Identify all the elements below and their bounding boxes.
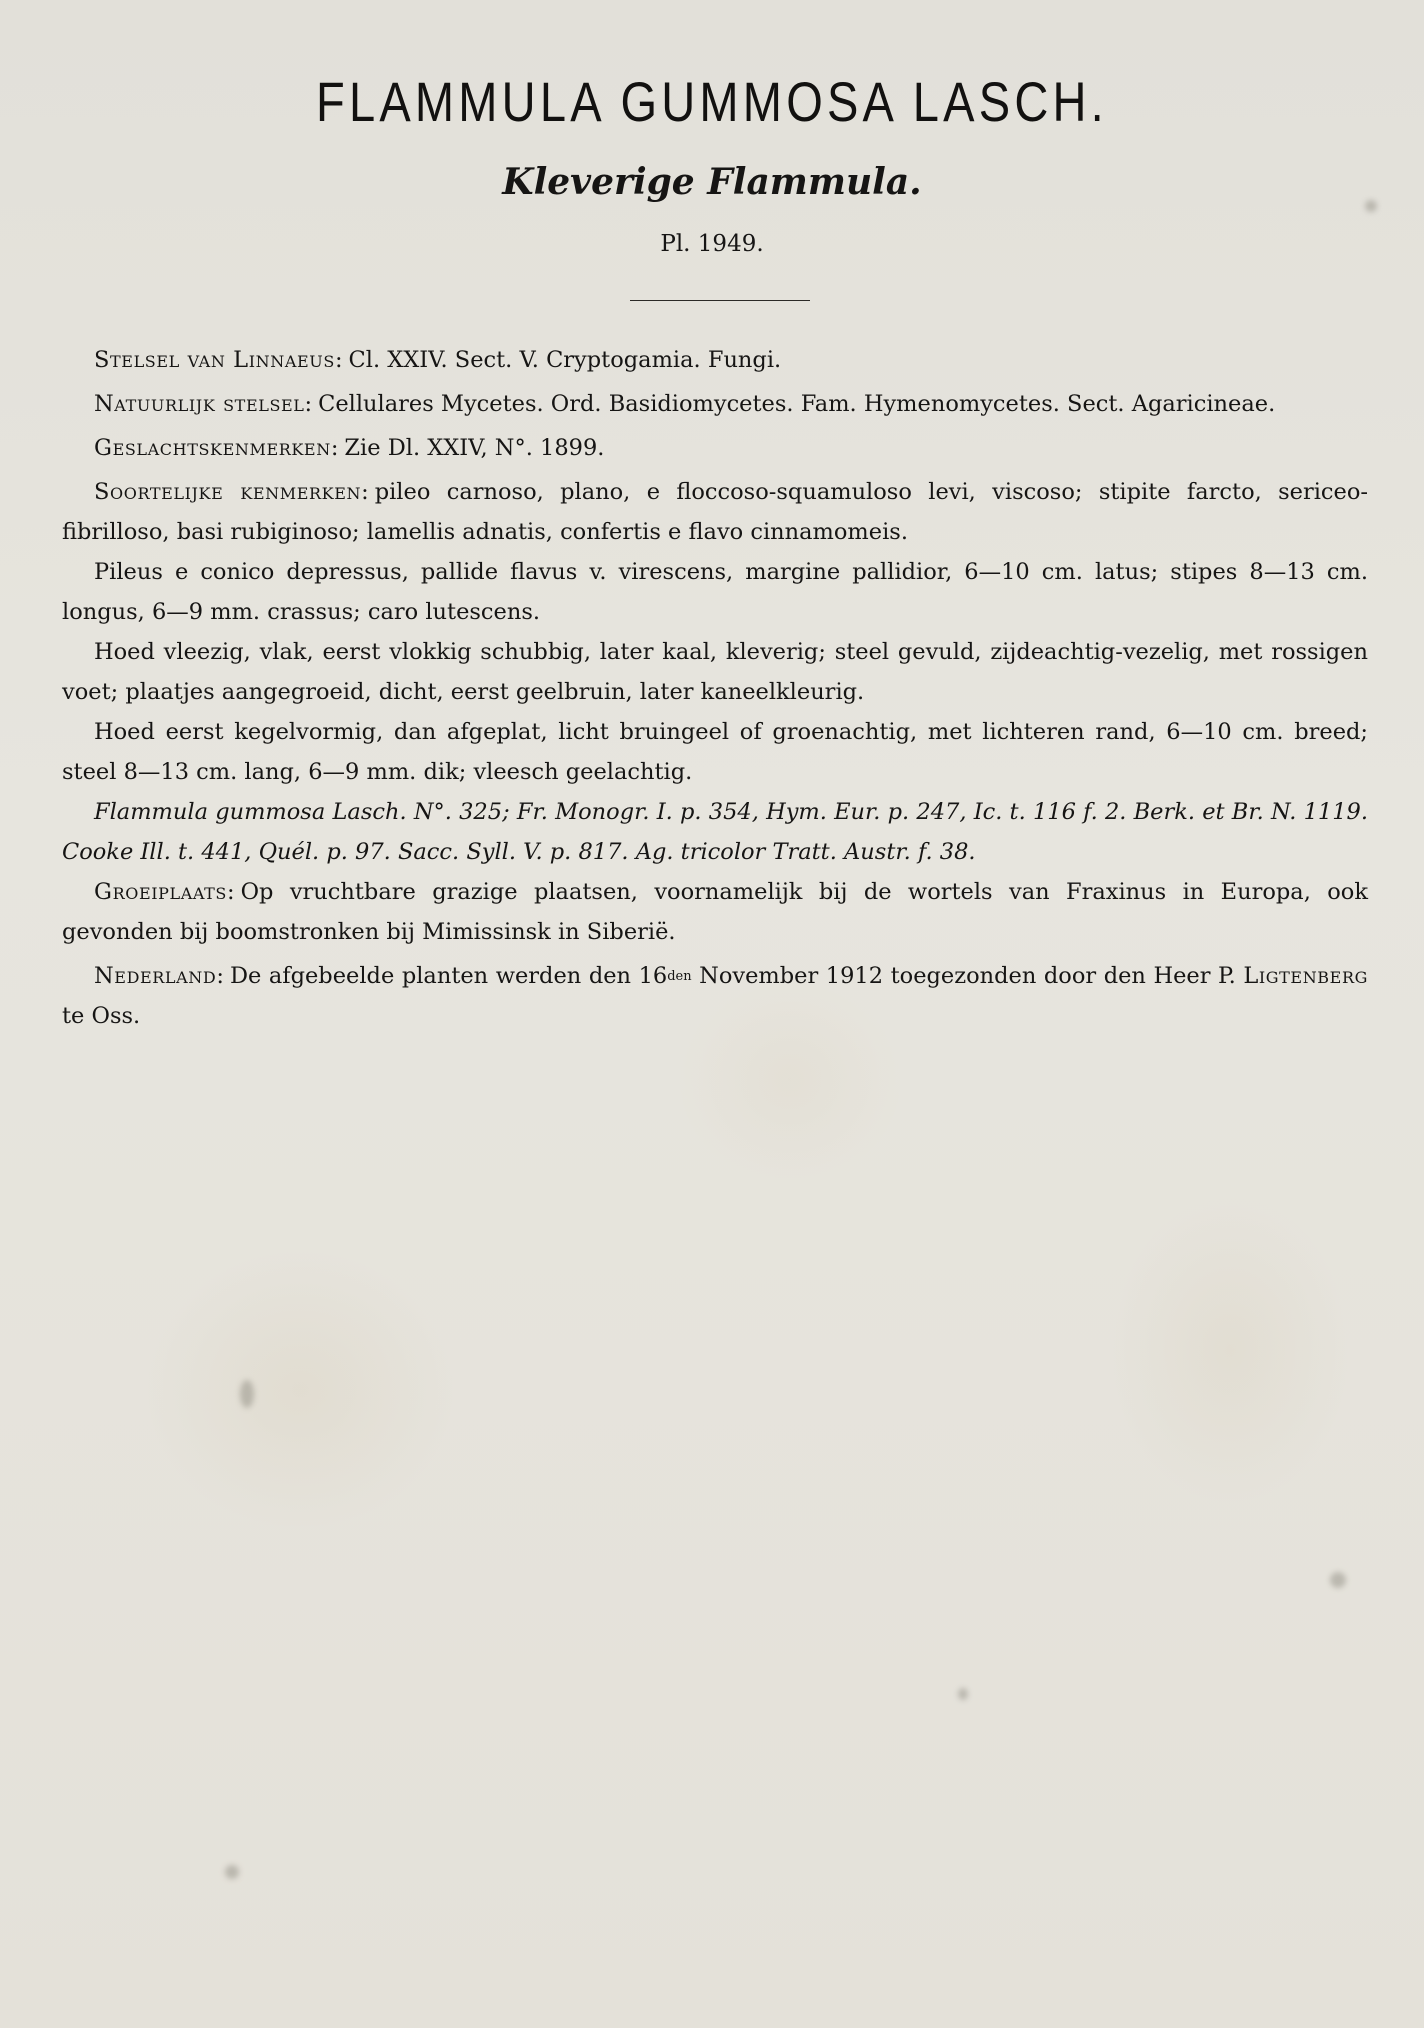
label-colon: : [216, 963, 224, 989]
name-ligtenberg: Ligtenberg [1243, 963, 1368, 989]
superscript-den: den [667, 969, 692, 984]
page-subtitle: Kleverige Flammula. [502, 161, 922, 203]
text-soort: pileo carnoso, plano, e floccoso-squamuloso levi, viscoso; stipite farcto, sericeo-fibrilloso, basi rubiginoso; lamellis adnatis, confertis e flavo cinnamomeis. [62, 479, 1369, 545]
description-body [62, 340, 1368, 1036]
plate-number: Pl. 1949. [660, 231, 764, 257]
paper-smudge [1330, 1572, 1346, 1588]
page-title: FLAMMULA GUMMOSA LASCH. [316, 70, 1108, 133]
paragraph-pileus: Pileus e conico depressus, pallide flavus v. virescens, margine pallidior, 6—10 cm. latus; stipes 8—13 cm. longus, 6—9 mm. crassus; caro lutescens. [62, 559, 1368, 625]
paragraph-natuurlijk [62, 384, 1368, 424]
text-linnaeus: Cl. XXIV. Sect. V. Cryptogamia. Fungi. [348, 347, 782, 373]
paragraph-geslacht [62, 428, 1368, 468]
paragraph-hoed-2: Hoed eerst kegelvormig, dan afgeplat, licht bruingeel of groenachtig, met lichteren rand, 6—10 cm. breed; steel 8—13 cm. lang, 6—9 mm. dik; vleesch geelachtig. [62, 719, 1368, 785]
text-natuurlijk: Cellulares Mycetes. Ord. Basidiomycetes. Fam. Hymenomycetes. Sect. Agaricineae. [318, 391, 1276, 417]
paragraph-groeiplaats [62, 872, 1368, 952]
label-soort: Soortelijke kenmerken [94, 479, 362, 505]
text-nederland-after: te Oss. [62, 1003, 141, 1029]
paragraph-hoed-1: Hoed vleezig, vlak, eerst vlokkig schubbig, later kaal, kleverig; steel gevuld, zijdeachtig-vezelig, met rossigen voet; plaatjes aangegroeid, dicht, eerst geelbruin, later kaneelkleurig. [62, 639, 1368, 705]
label-colon: : [330, 435, 339, 461]
paper-smudge [958, 1688, 968, 1700]
paper-smudge [240, 1380, 254, 1408]
title-divider [630, 300, 810, 301]
label-colon: : [227, 879, 235, 905]
text-nederland-before: De afgebeelde planten werden den 16 [229, 963, 668, 989]
label-groeiplaats: Groeiplaats [94, 879, 227, 905]
text-nederland-mid: November 1912 toegezonden door den Heer P. [691, 963, 1244, 989]
label-colon: : [304, 391, 313, 417]
label-nederland: Nederland [94, 963, 217, 989]
paragraph-references: Flammula gummosa Lasch. N°. 325; Fr. Monogr. I. p. 354, Hym. Eur. p. 247, Ic. t. 116 f. 2. Berk. et Br. N. 1119. Cooke Ill. t. 441, Quél. p. 97. Sacc. Syll. V. p. 817. Ag. tricolor Tratt. Austr. f. 38. [62, 799, 1368, 865]
paper-smudge [1365, 200, 1377, 212]
paper-smudge [225, 1865, 239, 1879]
label-colon: : [361, 479, 369, 505]
paragraph-nederland [62, 956, 1368, 1036]
text-groeiplaats: Op vruchtbare grazige plaatsen, voornamelijk bij de wortels van Fraxinus in Europa, ook gevonden bij boomstronken bij Mimissinsk in Siberië. [62, 879, 1368, 945]
label-geslacht: Geslachtskenmerken [94, 435, 331, 461]
label-linnaeus: Stelsel van Linnaeus [94, 347, 335, 373]
label-natuurlijk: Natuurlijk stelsel [94, 391, 305, 417]
paragraph-soort [62, 472, 1368, 552]
text-geslacht: Zie Dl. XXIV, N°. 1899. [344, 435, 605, 461]
paragraph-linnaeus [62, 340, 1368, 380]
label-colon: : [334, 347, 343, 373]
